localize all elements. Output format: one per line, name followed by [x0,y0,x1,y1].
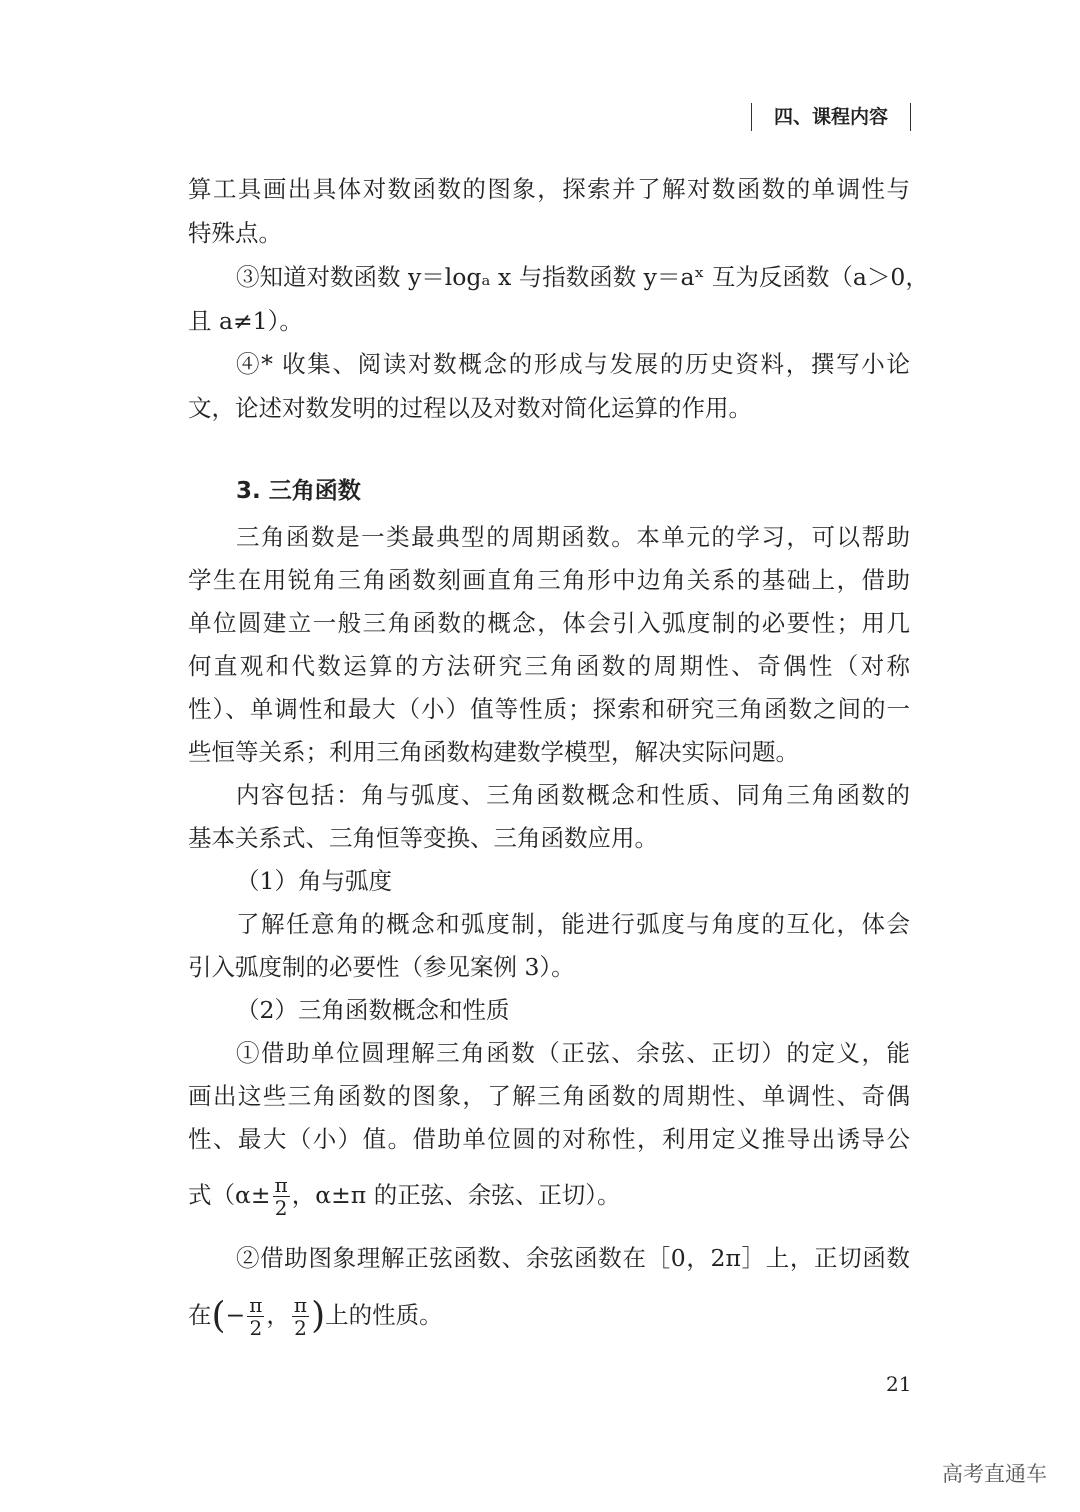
text-line: 性、最大（小）值。借助单位圆的对称性，利用定义推导出诱导公 [188,1125,910,1153]
text-line: 三角函数是一类最典型的周期函数。本单元的学习，可以帮助 [236,523,910,551]
text-line: 内容包括：角与弧度、三角函数概念和性质、同角三角函数的 [236,781,910,809]
text-line: 学生在用锐角三角函数刻画直角三角形中边角关系的基础上，借助 [188,566,910,594]
text-line: 基本关系式、三角恒等变换、三角函数应用。 [188,824,658,852]
text-line: 些恒等关系；利用三角函数构建数学模型，解决实际问题。 [188,738,799,766]
numerator: π [293,1293,308,1317]
section-heading: 3. 三角函数 [236,478,361,504]
running-header: 四、课程内容 [751,103,911,131]
fraction [247,1294,264,1339]
paren: ( [211,1295,226,1337]
denominator: 2 [274,1196,288,1220]
paren: ) [311,1295,326,1337]
numerator: π [274,1173,288,1197]
text-line: 文，论述对数发明的过程以及对数对简化运算的作用。 [188,394,752,422]
text-line: ③知道对数函数 y＝logₐ x 与指数函数 y＝aˣ 互为反函数（a＞0， [236,263,929,291]
denominator: 2 [294,1316,307,1340]
text: ， [266,1301,290,1329]
text: 在 [188,1301,212,1329]
formula-line [188,1170,910,1220]
text-line: 画出这些三角函数的图象，了解三角函数的周期性、单调性、奇偶 [188,1082,910,1110]
numerator: π [249,1293,263,1317]
text-line: （1）角与弧度 [236,867,392,895]
fraction [292,1294,309,1339]
text-line: 且 a≠1）。 [188,307,303,335]
denominator: 2 [249,1316,263,1340]
text-line: 算工具画出具体对数函数的图象，探索并了解对数函数的单调性与 [188,175,910,203]
text-line: 何直观和代数运算的方法研究三角函数的周期性、奇偶性（对称 [188,652,910,680]
fraction [273,1174,290,1219]
text-line: （2）三角函数概念和性质 [236,996,510,1024]
formula-line [188,1290,910,1342]
text-line: ①借助单位圆理解三角函数（正弦、余弦、正切）的定义，能 [236,1039,910,1067]
text: 式（α± [188,1181,271,1209]
text-line: 性）、单调性和最大（小）值等性质；探索和研究三角函数之间的一 [188,695,910,723]
text-line: 引入弧度制的必要性（参见案例 3）。 [188,953,575,981]
minus: − [225,1301,246,1329]
text: 上的性质。 [325,1301,443,1329]
text-line: 了解任意角的概念和弧度制，能进行弧度与角度的互化，体会 [236,910,910,938]
text-line: 单位圆建立一般三角函数的概念，体会引入弧度制的必要性；用几 [188,609,910,637]
text-line: ④* 收集、阅读对数概念的形成与发展的历史资料，撰写小论 [236,350,910,378]
watermark: 高考直通车 [942,1462,1047,1486]
text-line: 特殊点。 [188,219,282,247]
text-line: ②借助图象理解正弦函数、余弦函数在［0，2π］上，正切函数 [236,1244,910,1272]
text: ，α±π 的正弦、余弦、正切）。 [291,1181,621,1209]
page-number: 21 [886,1372,912,1396]
